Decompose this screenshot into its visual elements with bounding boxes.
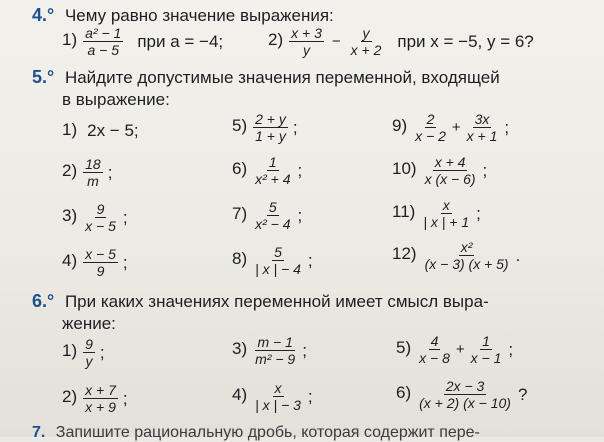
- punctuation: ;: [476, 203, 481, 223]
- denominator: 9: [96, 263, 105, 279]
- denominator: a − 5: [87, 42, 119, 58]
- denominator: x − 1: [470, 350, 502, 366]
- task-6-item-4: [232, 381, 313, 412]
- punctuation: ;: [307, 250, 313, 270]
- task-6-header: [32, 292, 489, 311]
- denominator: | x | + 1: [423, 214, 470, 230]
- numerator: 1: [268, 154, 277, 170]
- item-label: 2): [268, 30, 284, 50]
- denominator: x − 2: [415, 128, 446, 144]
- item-label: 4): [62, 251, 78, 271]
- item-label: 2): [62, 387, 78, 407]
- item-label: 1): [62, 30, 78, 50]
- item-label: 6): [396, 383, 412, 403]
- task-5-item-5: [232, 112, 298, 143]
- denominator: x + 9: [85, 399, 116, 415]
- task-5-number: 5.°: [32, 67, 55, 87]
- numerator: 9: [96, 201, 105, 217]
- numerator: 3x: [474, 111, 490, 127]
- numerator: m − 1: [257, 334, 293, 350]
- expression: 2x − 5;: [87, 121, 139, 141]
- denominator: x² + 4: [255, 171, 291, 187]
- denominator: 1 + y: [255, 128, 286, 144]
- task-5-item-4: [62, 247, 128, 278]
- numerator: x − 5: [85, 246, 116, 262]
- fraction: [423, 240, 511, 271]
- item-label: 1): [62, 120, 78, 139]
- numerator: 2: [426, 111, 435, 127]
- denominator: (x + 2) (x − 10): [419, 395, 511, 411]
- fraction: [417, 379, 513, 410]
- punctuation: ;: [122, 252, 128, 272]
- denominator: x (x − 6): [424, 171, 476, 187]
- punctuation: ;: [508, 339, 514, 359]
- fraction: [83, 26, 123, 57]
- task-4-title: Чему равно значение выражения:: [64, 6, 334, 25]
- punctuation: ;: [107, 162, 113, 182]
- numerator: x: [442, 197, 450, 213]
- item-label: 2): [62, 161, 78, 181]
- denominator: m² − 9: [255, 351, 296, 367]
- denominator: x + 1: [466, 128, 498, 144]
- task-5-line-2: в выражение:: [62, 90, 170, 109]
- fraction: [469, 334, 504, 365]
- item-label: 3): [62, 206, 78, 226]
- fraction: [421, 198, 471, 229]
- punctuation: ;: [482, 160, 488, 180]
- punctuation: ;: [122, 388, 128, 408]
- numerator: 18: [85, 156, 101, 172]
- task-5-item-11: [392, 198, 481, 229]
- denominator: | x | − 4: [255, 261, 301, 277]
- task-5-item-10: [392, 155, 487, 186]
- task-5-item-3: [62, 202, 128, 233]
- punctuation: ;: [122, 207, 128, 227]
- denominator: | x | − 3: [255, 397, 301, 413]
- item-label: 4): [232, 385, 248, 405]
- condition: при x = −5, y = 6?: [397, 31, 534, 51]
- punctuation: ;: [292, 117, 298, 137]
- punctuation: ;: [297, 160, 303, 180]
- denominator: x + 2: [350, 42, 382, 58]
- task-7-text: Запишите рациональную дробь, которая содержит пере-: [55, 424, 480, 441]
- punctuation: ;: [99, 342, 105, 362]
- fraction: [83, 157, 103, 188]
- numerator: x + 7: [85, 382, 116, 398]
- task-6-item-3: [232, 335, 307, 366]
- fraction: [253, 381, 303, 412]
- fraction: [253, 245, 303, 276]
- item-label: 5): [396, 338, 412, 358]
- denominator: x² − 4: [255, 216, 291, 232]
- task-5-header: [32, 68, 500, 87]
- task-5-item-9: [392, 112, 509, 143]
- task-4-item-1: [62, 26, 223, 57]
- fraction: [417, 334, 452, 365]
- numerator: 1: [482, 333, 490, 349]
- task-4-number: 4.°: [32, 5, 55, 25]
- numerator: 2x − 3: [445, 378, 485, 394]
- item-label: 1): [62, 341, 78, 361]
- denominator: x − 8: [419, 350, 450, 366]
- numerator: a² − 1: [85, 25, 122, 41]
- numerator: 2 + y: [255, 111, 286, 127]
- numerator: x + 4: [434, 154, 466, 170]
- task-4-header: [32, 6, 334, 25]
- task-6-item-1: [62, 337, 105, 368]
- denominator: x − 5: [85, 218, 116, 234]
- fraction: [253, 112, 288, 143]
- task-7-number: 7.: [32, 424, 46, 441]
- fraction: [83, 247, 118, 278]
- fraction: [83, 337, 95, 368]
- numerator: 5: [268, 199, 277, 215]
- item-label: 9): [392, 116, 408, 136]
- fraction: [349, 26, 384, 57]
- item-label: 6): [232, 159, 248, 179]
- operator: +: [451, 119, 461, 136]
- fraction: [465, 112, 500, 143]
- task-5-line-1: Найдите допустимые значения переменной, входящей: [64, 68, 500, 87]
- numerator: 5: [274, 244, 282, 260]
- task-5-item-7: [232, 200, 302, 231]
- numerator: x²: [460, 239, 473, 255]
- task-5-item-8: [232, 245, 313, 276]
- fraction: [83, 202, 118, 233]
- punctuation: ;: [302, 340, 307, 360]
- denominator: m: [87, 173, 99, 189]
- fraction: [289, 26, 324, 57]
- punctuation: ?: [517, 384, 528, 404]
- denominator: (x − 3) (x + 5): [424, 256, 509, 272]
- task-5-item-2: [62, 157, 112, 188]
- item-label: 3): [232, 339, 248, 359]
- numerator: y: [362, 25, 370, 41]
- task-6-line-2: жение:: [62, 314, 116, 333]
- task-4-item-2: [268, 26, 534, 57]
- task-6-item-2: [62, 383, 128, 414]
- denominator: y: [85, 353, 93, 369]
- punctuation: ;: [504, 117, 510, 137]
- task-6-line-1: При каких значениях переменной имеет смысл выра-: [64, 292, 489, 311]
- fraction: [83, 383, 118, 414]
- item-label: 12): [392, 244, 417, 264]
- task-6-number: 6.°: [32, 291, 55, 311]
- task-6-item-6: [396, 379, 527, 410]
- fraction: [413, 112, 448, 143]
- fraction: [423, 155, 478, 186]
- item-label: 5): [232, 116, 248, 136]
- item-label: 7): [232, 204, 248, 224]
- item-label: 8): [232, 249, 248, 269]
- punctuation: ;: [297, 205, 303, 225]
- task-6-item-5: [396, 334, 513, 365]
- punctuation: ;: [307, 386, 313, 406]
- fraction: [253, 200, 292, 231]
- numerator: x + 3: [291, 25, 322, 41]
- operator: −: [331, 33, 341, 50]
- condition: при a = −4;: [137, 31, 224, 51]
- item-label: 10): [392, 159, 417, 179]
- fraction: [253, 335, 297, 366]
- punctuation: .: [515, 245, 521, 265]
- task-5-item-12: [392, 240, 520, 271]
- operator: +: [455, 341, 465, 358]
- task-7-partial: [32, 424, 480, 442]
- item-label: 11): [392, 202, 416, 222]
- task-5-item-6: [232, 155, 302, 186]
- numerator: 4: [430, 333, 439, 349]
- denominator: y: [303, 42, 310, 58]
- task-5-item-1: [62, 120, 139, 141]
- numerator: 9: [85, 336, 93, 352]
- numerator: x: [274, 380, 282, 396]
- fraction: [253, 155, 292, 186]
